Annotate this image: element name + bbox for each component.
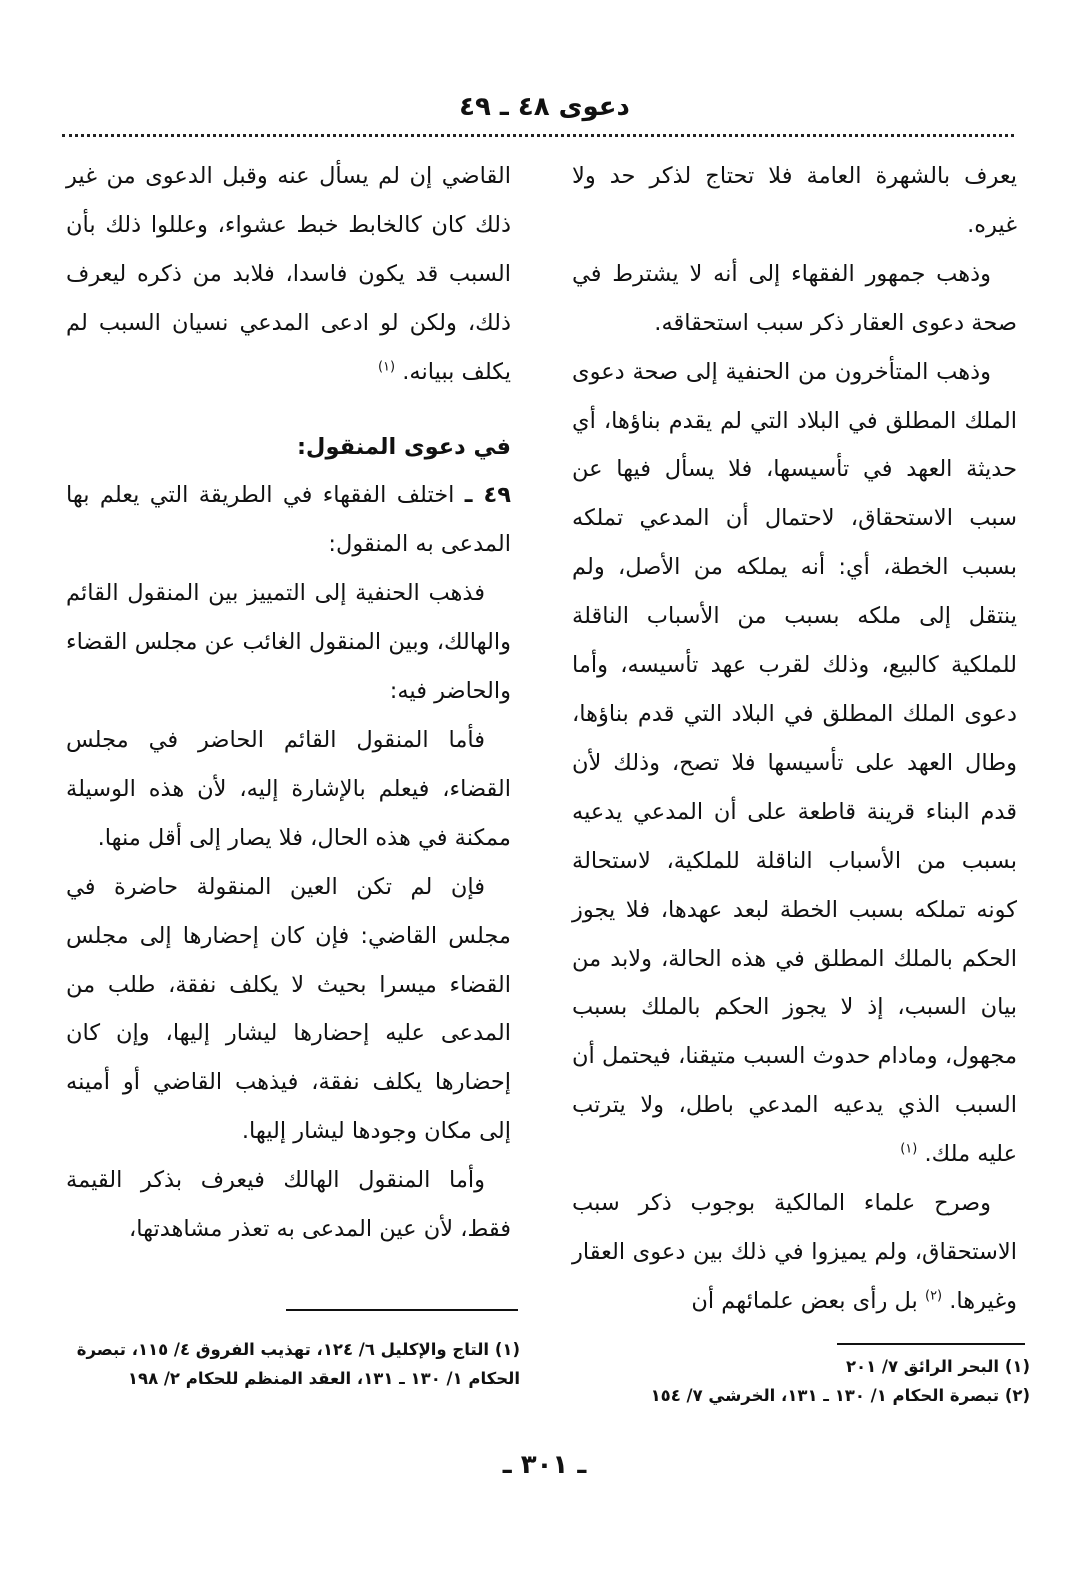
paragraph-text: وذهب المتأخرون من الحنفية إلى صحة دعوى الملك المطلق في البلاد التي لم يقدم بناؤها، أي حديثة العهد في تأسيسها، فلا يسأل فيها عن سبب الاستحقاق، لاحتمال أن المدعي تملكه بسبب الخطة، أي: أنه يملكه من الأصل، ولم ينتقل إلى ملكه بسبب من الأسباب الناقلة للملكية كالبيع، وذلك لقرب عهد تأسيسه، وأما دعوى الملك المطلق في البلاد التي قدم بناؤها، وطال العهد على تأسيسها فلا تصح، وذلك لأن قدم البناء قرينة قاطعة على أن المدعي يدعيه بسبب من الأسباب الناقلة للملكية، لاستحالة كونه تملكه بسبب الخطة لبعد عهدها، فلا يجوز الحكم بالملك المطلق في هذه الحالة، ولابد من بيان السبب، إذ لا يجوز الحكم بالملك بسبب مجهول، ومادام حدوث السبب متيقنا، فيحتمل أن السبب الذي يدعيه المدعي باطل، ولا يترتب عليه ملك. (572, 358, 1017, 1168)
paragraph: فأما المنقول القائم الحاضر في مجلس القضاء، فيعلم بالإشارة إليه، لأن هذه الوسيلة ممكنة في هذه الحال، فلا يصار إلى أقل منها. (66, 726, 511, 851)
footnote-divider (286, 1309, 518, 1311)
paragraph-text: وصرح علماء المالكية بوجوب ذكر سبب الاستحقاق، ولم يميزوا في ذلك بين دعوى العقار وغيرها. (572, 1190, 1017, 1314)
footnote: (١) التاج والإكليل ٦/ ١٢٤، تهذيب الفروق ٤/ ١١٥، تبصرة الحكام ١/ ١٣٠ ـ ١٣١، العقد المنظم للحكام ٢/ ١٩٨ (76, 1340, 520, 1388)
paragraph: فذهب الحنفية إلى التمييز بين المنقول القائم والهالك، وبين المنقول الغائب عن مجلس القضاء والحاضر فيه: (66, 580, 511, 705)
footnote: (١) البحر الرائق ٧/ ٢٠١ (845, 1357, 1030, 1376)
paragraph: يعرف بالشهرة العامة فلا تحتاج لذكر حد ولا غيره. (572, 163, 1017, 238)
paragraph: فإن لم تكن العين المنقولة حاضرة في مجلس القاضي: فإن كان إحضارها إلى مجلس القضاء ميسرا بحيث لا يكلف نفقة، طلب من المدعى عليه إحضارها ليشار إليها، وإن كان إحضارها يكلف نفقة، فيذهب القاضي أو أمينه إلى مكان وجودها ليشار إليها. (66, 873, 511, 1145)
footnotes-left (66, 1335, 520, 1393)
paragraph-text: اختلف الفقهاء في الطريقة التي يعلم بها المدعى به المنقول: (66, 482, 511, 558)
footnote-ref: (١) (900, 1141, 918, 1157)
right-column (572, 152, 1017, 1326)
section-number: ٤٩ ـ (464, 482, 512, 509)
paragraph (66, 471, 511, 569)
paragraph (66, 152, 511, 397)
left-column (66, 152, 511, 1254)
paragraph: وأما المنقول الهالك فيعرف بذكر القيمة فقط، لأن عين المدعى به تعذر مشاهدتها، (66, 1167, 511, 1243)
page-header: دعوى ٤٨ ـ ٤٩ (459, 92, 630, 122)
section-title: في دعوى المنقول: (296, 433, 511, 460)
paragraph (572, 348, 1017, 1179)
footnote-ref: (١) (377, 359, 396, 375)
paragraph: وذهب جمهور الفقهاء إلى أنه لا يشترط في صحة دعوى العقار ذكر سبب استحقاقه. (572, 260, 1017, 336)
paragraph-text: القاضي إن لم يسأل عنه وقبل الدعوى من غير ذلك كان كالخابط خبط عشواء، وعللوا ذلك بأن السبب قد يكون فاسدا، فلابد من ذكره ليعرف ذلك، ولكن لو ادعى المدعي نسيان السبب لم يكلف ببيانه. (66, 163, 511, 385)
footnotes-right (572, 1352, 1030, 1410)
page-number: ـ ٣٠١ ـ (502, 1450, 587, 1480)
paragraph-text: بل رأى بعض علمائهم أن (691, 1287, 918, 1314)
footnote-divider (837, 1343, 1025, 1345)
footnote: (٢) تبصرة الحكام ١/ ١٣٠ ـ ١٣١، الخرشي ٧/ ١٥٤ (650, 1386, 1030, 1405)
header-divider (62, 134, 1014, 137)
paragraph (572, 1179, 1017, 1326)
footnote-ref: (٢) (924, 1288, 943, 1304)
